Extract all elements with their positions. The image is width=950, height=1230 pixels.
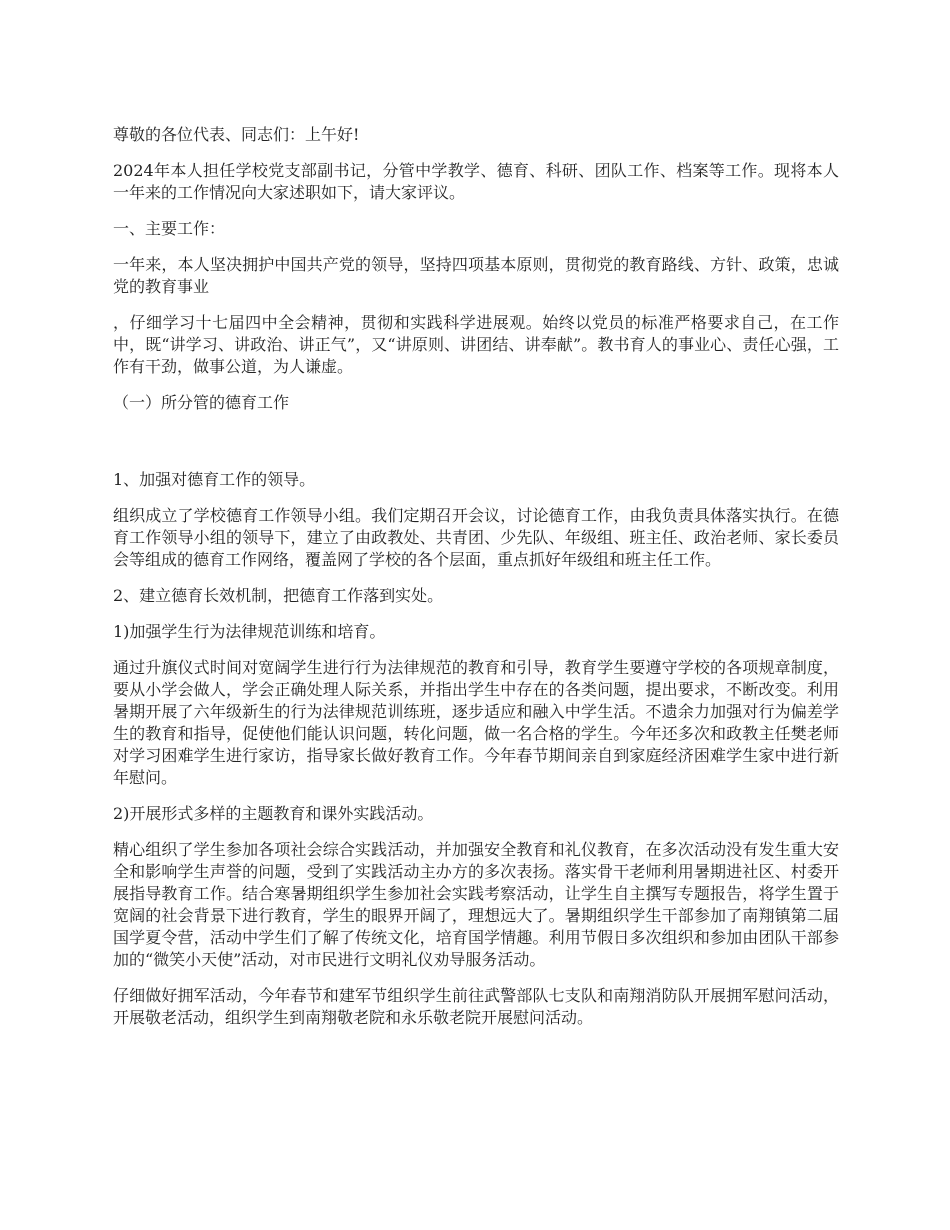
intro-paragraph: 2024年本人担任学校党支部副书记，分管中学教学、德育、科研、团队工作、档案等工作。现将本人一年来的工作情况向大家述职如下，请大家评议。 <box>113 161 839 202</box>
greeting-paragraph: 尊敬的各位代表、同志们：上午好! <box>113 125 360 144</box>
subsection-heading-moral-education: （一）所分管的德育工作 <box>113 393 290 412</box>
item-heading: 1、加强对德育工作的领导。 <box>113 470 316 489</box>
body-paragraph: ，仔细学习十七届四中全会精神，贯彻和实践科学进展观。始终以党员的标准严格要求自己，在工作中，既“讲学习、讲政治、讲正气”，又“讲原则、讲团结、讲奉献”。教书育人的事业心、责任心强，工作有干劲，做事公道，为人谦虚。 <box>113 313 839 376</box>
section-heading-main-work: 一、主要工作： <box>113 219 226 238</box>
item-heading: 2、建立德育长效机制，把德育工作落到实处。 <box>113 586 444 605</box>
document-body <box>113 124 839 1043</box>
sub-item-heading: 2)开展形式多样的主题教育和课外实践活动。 <box>113 804 434 823</box>
section-gap <box>113 428 839 469</box>
body-paragraph: 仔细做好拥军活动，今年春节和建军节组织学生前往武警部队七支队和南翔消防队开展拥军慰问活动，开展敬老活动，组织学生到南翔敬老院和永乐敬老院开展慰问活动。 <box>113 986 839 1027</box>
sub-item-heading: 1)加强学生行为法律规范训练和培育。 <box>113 622 386 641</box>
body-paragraph: 一年来，本人坚决拥护中国共产党的领导，坚持四项基本原则，贯彻党的教育路线、方针、政策，忠诚党的教育事业 <box>113 255 839 296</box>
body-paragraph: 通过升旗仪式时间对宽阔学生进行行为法律规范的教育和引导，教育学生要遵守学校的各项规章制度，要从小学会做人，学会正确处理人际关系，并指出学生中存在的各类问题，提出要求，不断改变。利用暑期开展了六年级新生的行为法律规范训练班，逐步适应和融入中学生活。不遗余力加强对行为偏差学生的教育和指导，促使他们能认识问题，转化问题，做一名合格的学生。今年还多次和政教主任樊老师对学习困难学生进行家访，指导家长做好教育工作。今年春节期间亲自到家庭经济困难学生家中进行新年慰问。 <box>113 658 839 787</box>
body-paragraph: 组织成立了学校德育工作领导小组。我们定期召开会议，讨论德育工作，由我负责具体落实执行。在德育工作领导小组的领导下，建立了由政教处、共青团、少先队、年级组、班主任、政治老师、家长委员会等组成的德育工作网络，覆盖网了学校的各个层面，重点抓好年级组和班主任工作。 <box>113 506 839 569</box>
body-paragraph: 精心组织了学生参加各项社会综合实践活动，并加强安全教育和礼仪教育，在多次活动没有发生重大安全和影响学生声誉的问题，受到了实践活动主办方的多次表扬。落实骨干老师利用暑期进社区、村委开展指导教育工作。结合寒暑期组织学生参加社会实践考察活动，让学生自主撰写专题报告，将学生置于宽阔的社会背景下进行教育，学生的眼界开阔了，理想远大了。暑期组织学生干部参加了南翔镇第二届国学夏令营，活动中学生们了解了传统文化，培育国学情趣。利用节假日多次组织和参加由团队干部参加的“微笑小天使”活动，对市民进行文明礼仪劝导服务活动。 <box>113 840 839 969</box>
